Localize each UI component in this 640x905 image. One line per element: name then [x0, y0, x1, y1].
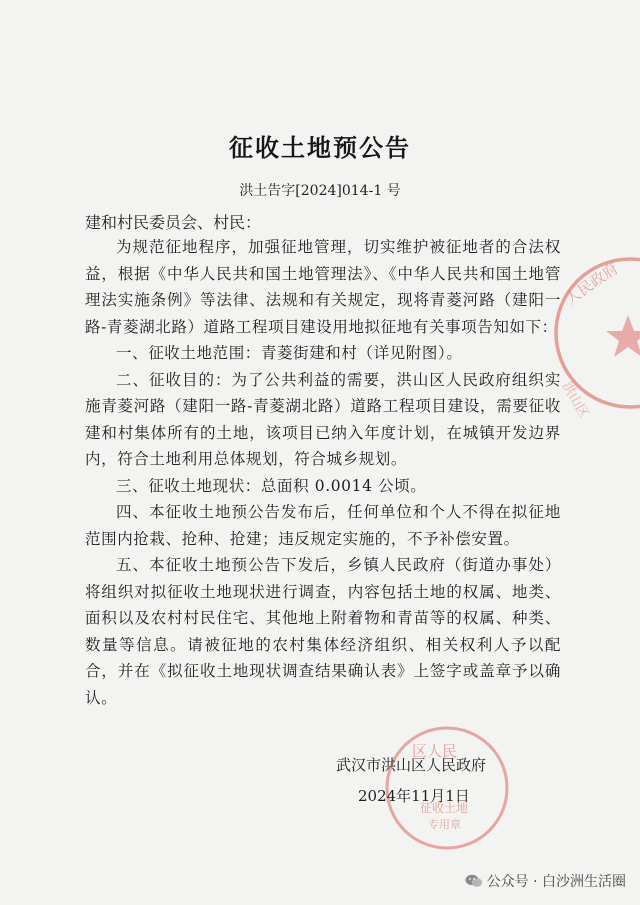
- svg-text:洪山区: 洪山区: [558, 379, 592, 421]
- paragraph-scope: 一、征收土地范围：青菱街建和村（详见附图）。: [116, 344, 463, 362]
- paragraph-purpose: 二、征收目的：为了公共利益的需要，洪山区人民政府组织实施青菱河路（建阳一路-青菱湖北路）道路工程项目建设，需要征收建和村集体所有的土地，该项目已纳入年度计划，在城镇开发边界内，符合土地利用总体规划，符合城乡规划。: [85, 370, 561, 468]
- watermark-text: 公众号 · 白沙洲生活圈: [486, 874, 626, 890]
- svg-text:人民政府: 人民政府: [561, 259, 622, 309]
- document-number: 洪土告字[2024]014-1 号: [239, 183, 401, 199]
- svg-text:区人民: 区人民: [412, 742, 458, 760]
- signature-date: 2024年11月1日: [358, 787, 470, 805]
- signature-organization: 武汉市洪山区人民政府: [336, 756, 487, 774]
- paragraph-status: 三、征收土地现状：总面积 0.0014 公顷。: [116, 476, 427, 495]
- notice-body: [85, 234, 561, 711]
- government-seal-partial: [540, 245, 640, 425]
- addressee: 建和村民委员会、村民：: [85, 213, 262, 232]
- watermark: [465, 871, 626, 891]
- paragraph-intro: 为规范征地程序，加强征地管理，切实维护被征地者的合法权益，根据《中华人民共和国土地管理法》、《中华人民共和国土地管理法实施条例》等法律、法规和有关规定，现将青菱河路（建阳一路-青菱湖北路）道路工程项目建设用地拟征地有关事项告知如下：: [85, 238, 561, 336]
- svg-text:征收土地: 征收土地: [420, 801, 469, 815]
- paragraph-restriction: 四、本征收土地预公告发布后，任何单位和个人不得在拟征地范围内抢栽、抢种、抢建；违反规定实施的，不予补偿安置。: [85, 503, 561, 548]
- paragraph-survey: 五、本征收土地预公告下发后，乡镇人民政府（街道办事处）将组织对拟征收土地现状进行调查，内容包括土地的权属、地类、面积以及农村村民住宅、其他地上附着物和青苗等的权属、种类、数量等信息。请被征地的农村集体经济组织、相关权利人予以配合，并在《拟征收土地现状调查结果确认表》上签字或盖章予以确认。: [85, 556, 561, 707]
- page-title: 征收土地预公告: [229, 134, 411, 162]
- wechat-icon: [465, 874, 483, 888]
- svg-text:专用章: 专用章: [428, 818, 461, 831]
- signature-block: [336, 750, 516, 812]
